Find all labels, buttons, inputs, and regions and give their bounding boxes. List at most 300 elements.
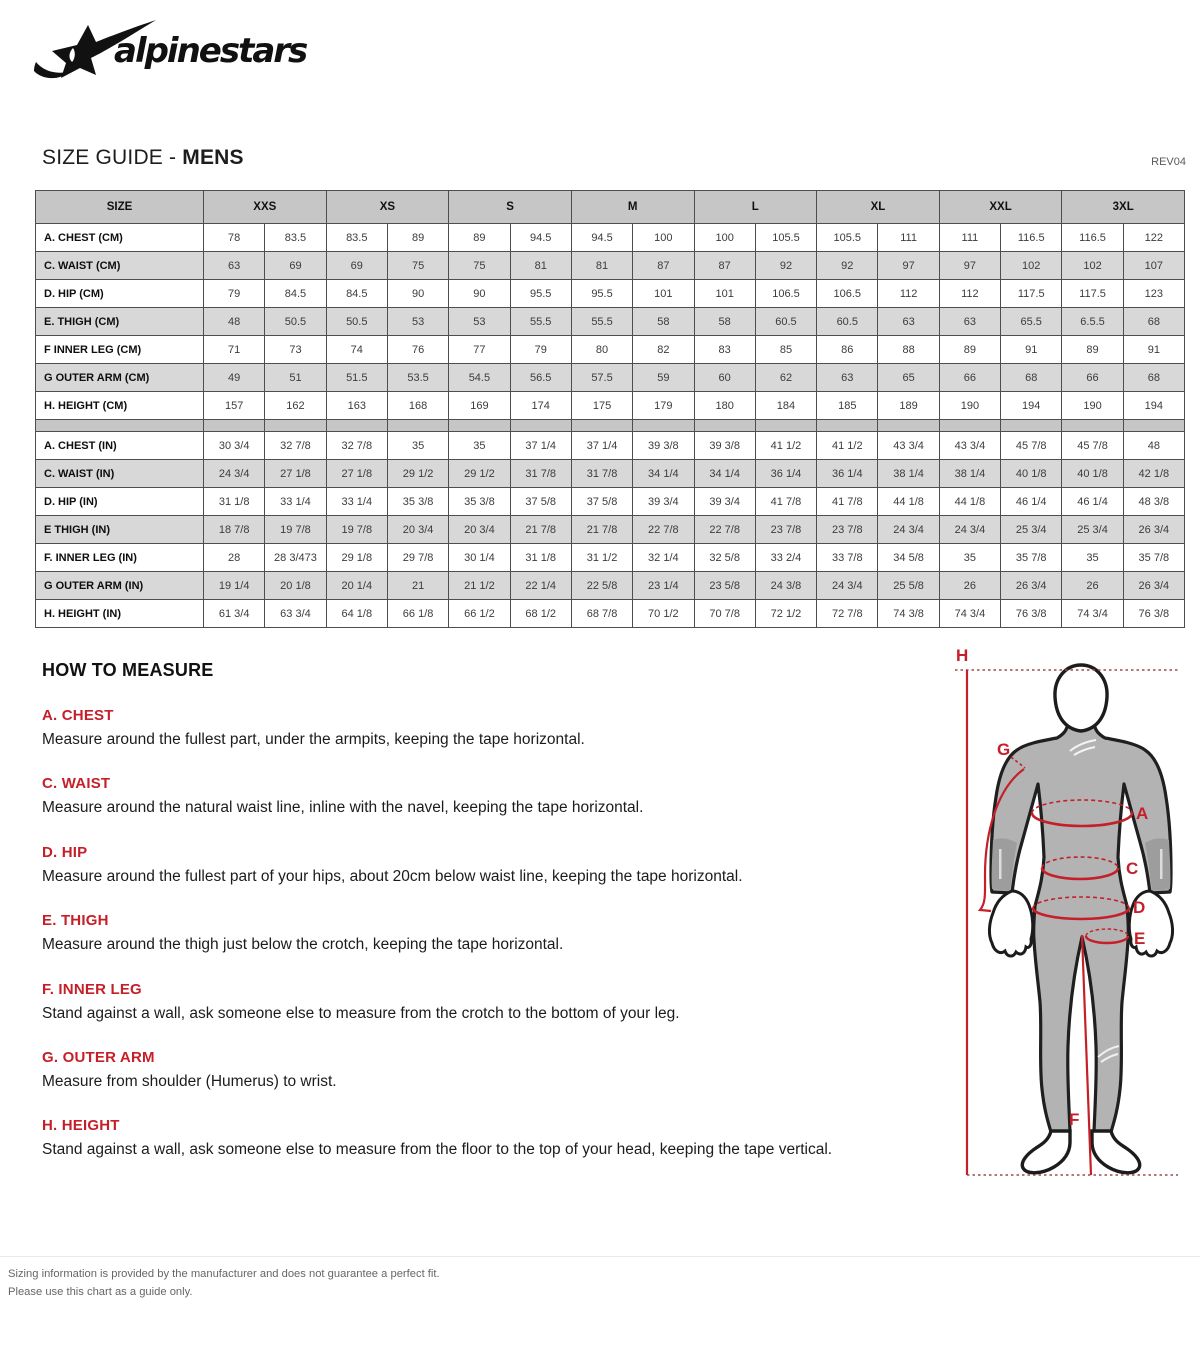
measure-item-heading: G. OUTER ARM — [42, 1048, 155, 1066]
forearm-logo-mark-left — [999, 849, 1002, 879]
size-value-cell: 58 — [633, 308, 694, 336]
table-row — [36, 336, 1185, 364]
how-to-measure-section — [42, 660, 922, 1160]
row-label: F INNER LEG (CM) — [36, 336, 204, 364]
size-value-cell: 48 — [204, 308, 265, 336]
measure-item-heading: E. THIGH — [42, 912, 109, 930]
size-value-cell: 18 7/8 — [204, 516, 265, 544]
size-value-cell: 194 — [1123, 392, 1184, 420]
size-value-cell: 75 — [387, 252, 448, 280]
size-value-cell: 49 — [204, 364, 265, 392]
size-value-cell: 31 1/8 — [510, 544, 571, 572]
size-value-cell: 20 3/4 — [387, 516, 448, 544]
size-value-cell: 106.5 — [755, 280, 816, 308]
size-value-cell: 21 7/8 — [571, 516, 632, 544]
size-value-cell: 29 1/2 — [449, 460, 510, 488]
row-label: H. HEIGHT (CM) — [36, 392, 204, 420]
size-value-cell: 21 — [387, 572, 448, 600]
size-value-cell: 194 — [1001, 392, 1062, 420]
size-value-cell: 34 1/4 — [694, 460, 755, 488]
size-value-cell: 95.5 — [571, 280, 632, 308]
size-value-cell: 95.5 — [510, 280, 571, 308]
size-value-cell: 63 — [878, 308, 939, 336]
size-value-cell: 74 3/4 — [939, 600, 1000, 628]
size-value-cell: 22 7/8 — [633, 516, 694, 544]
size-value-cell: 163 — [326, 392, 387, 420]
measure-item — [42, 844, 922, 886]
size-value-cell: 169 — [449, 392, 510, 420]
table-row — [36, 308, 1185, 336]
page-title-gender: MENS — [182, 146, 244, 169]
row-label: A. CHEST (IN) — [36, 432, 204, 460]
size-value-cell: 184 — [755, 392, 816, 420]
size-value-cell: 39 3/4 — [633, 488, 694, 516]
size-value-cell: 35 — [1062, 544, 1123, 572]
size-value-cell: 19 7/8 — [326, 516, 387, 544]
size-value-cell: 30 1/4 — [449, 544, 510, 572]
table-row — [36, 252, 1185, 280]
size-value-cell: 175 — [571, 392, 632, 420]
size-value-cell: 60.5 — [817, 308, 878, 336]
size-value-cell: 84.5 — [265, 280, 326, 308]
size-value-cell: 23 7/8 — [755, 516, 816, 544]
size-value-cell: 34 1/4 — [633, 460, 694, 488]
size-value-cell: 26 — [1062, 572, 1123, 600]
measure-item-text: Measure around the thigh just below the crotch, keeping the tape horizontal. — [42, 936, 564, 954]
size-value-cell: 69 — [326, 252, 387, 280]
size-value-cell: 82 — [633, 336, 694, 364]
size-column-header: 3XL — [1062, 191, 1185, 224]
size-value-cell: 92 — [817, 252, 878, 280]
size-value-cell: 33 2/4 — [755, 544, 816, 572]
size-value-cell: 65 — [878, 364, 939, 392]
size-value-cell: 60.5 — [755, 308, 816, 336]
size-value-cell: 89 — [939, 336, 1000, 364]
row-label: D. HIP (IN) — [36, 488, 204, 516]
size-value-cell: 35 7/8 — [1123, 544, 1184, 572]
figure-label-outer-arm: G — [997, 740, 1011, 759]
measure-item-text: Stand against a wall, ask someone else to measure from the crotch to the bottom of your leg. — [42, 1004, 680, 1022]
size-value-cell: 89 — [449, 224, 510, 252]
footer-divider — [0, 1256, 1200, 1257]
size-value-cell: 25 3/4 — [1001, 516, 1062, 544]
size-value-cell: 90 — [449, 280, 510, 308]
measure-item — [42, 1049, 922, 1091]
size-value-cell: 63 3/4 — [265, 600, 326, 628]
forearm-logo-mark-right — [1160, 849, 1163, 879]
size-value-cell: 27 1/8 — [265, 460, 326, 488]
size-value-cell: 58 — [694, 308, 755, 336]
measure-item — [42, 1117, 922, 1159]
size-value-cell: 35 3/8 — [449, 488, 510, 516]
row-label: H. HEIGHT (IN) — [36, 600, 204, 628]
size-value-cell: 76 3/8 — [1123, 600, 1184, 628]
page-title-prefix: SIZE GUIDE - — [42, 146, 183, 169]
size-value-cell: 97 — [878, 252, 939, 280]
figure-label-hip: D — [1133, 898, 1146, 917]
size-column-header: L — [694, 191, 817, 224]
size-value-cell: 73 — [265, 336, 326, 364]
size-value-cell: 60 — [694, 364, 755, 392]
size-value-cell: 50.5 — [265, 308, 326, 336]
size-value-cell: 39 3/8 — [694, 432, 755, 460]
figure-label-height: H — [956, 646, 969, 665]
figure-label-chest: A — [1136, 804, 1149, 823]
size-value-cell: 91 — [1123, 336, 1184, 364]
how-to-measure-title: HOW TO MEASURE — [42, 660, 214, 680]
size-value-cell: 21 7/8 — [510, 516, 571, 544]
size-value-cell: 44 1/8 — [878, 488, 939, 516]
size-column-header: XS — [326, 191, 449, 224]
size-value-cell: 35 7/8 — [1001, 544, 1062, 572]
size-value-cell: 97 — [939, 252, 1000, 280]
size-value-cell: 33 1/4 — [326, 488, 387, 516]
row-label: D. HIP (CM) — [36, 280, 204, 308]
footer-disclaimer — [8, 1266, 440, 1302]
foot-right — [1092, 1131, 1140, 1173]
size-value-cell: 40 1/8 — [1062, 460, 1123, 488]
size-value-cell: 31 1/8 — [204, 488, 265, 516]
measure-item-text: Measure around the fullest part of your hips, about 20cm below waist line, keeping the tape horizontal. — [42, 867, 743, 885]
size-value-cell: 76 — [387, 336, 448, 364]
size-value-cell: 56.5 — [510, 364, 571, 392]
size-value-cell: 72 1/2 — [755, 600, 816, 628]
size-value-cell: 94.5 — [510, 224, 571, 252]
size-value-cell: 190 — [1062, 392, 1123, 420]
table-row — [36, 600, 1185, 628]
measure-item — [42, 707, 922, 749]
size-value-cell: 100 — [633, 224, 694, 252]
size-value-cell: 29 7/8 — [387, 544, 448, 572]
size-value-cell: 70 1/2 — [633, 600, 694, 628]
size-value-cell: 83 — [694, 336, 755, 364]
size-value-cell: 112 — [939, 280, 1000, 308]
size-value-cell: 57.5 — [571, 364, 632, 392]
size-value-cell: 66 — [939, 364, 1000, 392]
size-value-cell: 53 — [387, 308, 448, 336]
size-value-cell: 32 7/8 — [265, 432, 326, 460]
size-value-cell: 84.5 — [326, 280, 387, 308]
size-value-cell: 112 — [878, 280, 939, 308]
size-value-cell: 54.5 — [449, 364, 510, 392]
size-value-cell: 41 7/8 — [755, 488, 816, 516]
size-value-cell: 22 1/4 — [510, 572, 571, 600]
size-value-cell: 85 — [755, 336, 816, 364]
size-value-cell: 71 — [204, 336, 265, 364]
size-value-cell: 45 7/8 — [1001, 432, 1062, 460]
size-value-cell: 39 3/8 — [633, 432, 694, 460]
size-value-cell: 55.5 — [571, 308, 632, 336]
table-row — [36, 516, 1185, 544]
size-value-cell: 24 3/8 — [755, 572, 816, 600]
size-value-cell: 66 1/2 — [449, 600, 510, 628]
size-value-cell: 35 — [387, 432, 448, 460]
size-value-cell: 32 7/8 — [326, 432, 387, 460]
row-label: A. CHEST (CM) — [36, 224, 204, 252]
size-value-cell: 29 1/2 — [387, 460, 448, 488]
size-value-cell: 107 — [1123, 252, 1184, 280]
size-value-cell: 46 1/4 — [1001, 488, 1062, 516]
size-value-cell: 105.5 — [755, 224, 816, 252]
size-value-cell: 43 3/4 — [878, 432, 939, 460]
size-value-cell: 88 — [878, 336, 939, 364]
size-value-cell: 33 1/4 — [265, 488, 326, 516]
size-value-cell: 6.5.5 — [1062, 308, 1123, 336]
figure-label-waist: C — [1126, 859, 1139, 878]
size-value-cell: 76 3/8 — [1001, 600, 1062, 628]
footer-line-2: Please use this chart as a guide only. — [8, 1285, 193, 1298]
size-value-cell: 63 — [817, 364, 878, 392]
size-value-cell: 50.5 — [326, 308, 387, 336]
size-value-cell: 64 1/8 — [326, 600, 387, 628]
measurement-figure — [930, 645, 1200, 1205]
size-value-cell: 123 — [1123, 280, 1184, 308]
size-value-cell: 35 — [449, 432, 510, 460]
size-value-cell: 68 — [1001, 364, 1062, 392]
size-value-cell: 68 — [1123, 364, 1184, 392]
row-label: G OUTER ARM (CM) — [36, 364, 204, 392]
size-value-cell: 68 — [1123, 308, 1184, 336]
head — [1055, 665, 1107, 731]
size-value-cell: 62 — [755, 364, 816, 392]
size-value-cell: 29 1/8 — [326, 544, 387, 572]
size-value-cell: 185 — [817, 392, 878, 420]
size-value-cell: 79 — [510, 336, 571, 364]
size-value-cell: 122 — [1123, 224, 1184, 252]
size-value-cell: 105.5 — [817, 224, 878, 252]
size-value-cell: 83.5 — [326, 224, 387, 252]
title-row — [42, 146, 1186, 170]
size-value-cell: 87 — [694, 252, 755, 280]
size-value-cell: 24 3/4 — [204, 460, 265, 488]
foot-left — [1022, 1131, 1070, 1173]
alpinestars-logo — [28, 10, 348, 88]
size-value-cell: 28 3/473 — [265, 544, 326, 572]
size-value-cell: 61 3/4 — [204, 600, 265, 628]
size-value-cell: 46 1/4 — [1062, 488, 1123, 516]
size-table — [35, 190, 1185, 628]
size-value-cell: 24 3/4 — [817, 572, 878, 600]
size-value-cell: 19 1/4 — [204, 572, 265, 600]
size-value-cell: 23 7/8 — [817, 516, 878, 544]
size-value-cell: 72 7/8 — [817, 600, 878, 628]
size-value-cell: 102 — [1062, 252, 1123, 280]
size-value-cell: 38 1/4 — [939, 460, 1000, 488]
size-value-cell: 24 3/4 — [878, 516, 939, 544]
row-label: E THIGH (IN) — [36, 516, 204, 544]
size-value-cell: 26 3/4 — [1001, 572, 1062, 600]
size-value-cell: 38 1/4 — [878, 460, 939, 488]
size-value-cell: 36 1/4 — [755, 460, 816, 488]
size-value-cell: 69 — [265, 252, 326, 280]
size-value-cell: 63 — [939, 308, 1000, 336]
size-value-cell: 89 — [1062, 336, 1123, 364]
measure-item-text: Measure around the fullest part, under the armpits, keeping the tape horizontal. — [42, 731, 585, 748]
size-value-cell: 23 1/4 — [633, 572, 694, 600]
size-value-cell: 74 — [326, 336, 387, 364]
section-spacer-row — [36, 420, 1185, 432]
measure-item — [42, 981, 922, 1023]
size-value-cell: 86 — [817, 336, 878, 364]
size-value-cell: 20 1/4 — [326, 572, 387, 600]
size-value-cell: 81 — [510, 252, 571, 280]
size-value-cell: 101 — [633, 280, 694, 308]
size-value-cell: 116.5 — [1001, 224, 1062, 252]
size-value-cell: 31 1/2 — [571, 544, 632, 572]
size-value-cell: 162 — [265, 392, 326, 420]
row-label: C. WAIST (IN) — [36, 460, 204, 488]
size-value-cell: 66 1/8 — [387, 600, 448, 628]
size-value-cell: 74 3/8 — [878, 600, 939, 628]
size-header-cell: SIZE — [36, 191, 204, 224]
table-row — [36, 460, 1185, 488]
size-value-cell: 28 — [204, 544, 265, 572]
size-value-cell: 190 — [939, 392, 1000, 420]
size-value-cell: 68 1/2 — [510, 600, 571, 628]
size-value-cell: 117.5 — [1062, 280, 1123, 308]
size-value-cell: 111 — [939, 224, 1000, 252]
measure-item-heading: D. HIP — [42, 843, 88, 861]
size-value-cell: 33 7/8 — [817, 544, 878, 572]
size-value-cell: 39 3/4 — [694, 488, 755, 516]
table-row — [36, 432, 1185, 460]
size-value-cell: 35 3/8 — [387, 488, 448, 516]
body-diagram — [930, 645, 1200, 1205]
size-value-cell: 79 — [204, 280, 265, 308]
size-column-header: XL — [817, 191, 940, 224]
size-value-cell: 55.5 — [510, 308, 571, 336]
row-label: F. INNER LEG (IN) — [36, 544, 204, 572]
size-value-cell: 87 — [633, 252, 694, 280]
size-value-cell: 66 — [1062, 364, 1123, 392]
size-value-cell: 20 3/4 — [449, 516, 510, 544]
table-row — [36, 364, 1185, 392]
size-value-cell: 41 7/8 — [817, 488, 878, 516]
measure-item-heading: A. CHEST — [42, 707, 114, 724]
size-value-cell: 21 1/2 — [449, 572, 510, 600]
size-value-cell: 91 — [1001, 336, 1062, 364]
size-value-cell: 22 7/8 — [694, 516, 755, 544]
size-value-cell: 41 1/2 — [817, 432, 878, 460]
measure-item — [42, 775, 922, 817]
row-label: E. THIGH (CM) — [36, 308, 204, 336]
measure-item-text: Measure around the natural waist line, inline with the navel, keeping the tape horizontal. — [42, 799, 644, 817]
size-value-cell: 106.5 — [817, 280, 878, 308]
size-value-cell: 48 3/8 — [1123, 488, 1184, 516]
size-value-cell: 102 — [1001, 252, 1062, 280]
size-value-cell: 42 1/8 — [1123, 460, 1184, 488]
size-value-cell: 37 1/4 — [510, 432, 571, 460]
size-value-cell: 70 7/8 — [694, 600, 755, 628]
size-value-cell: 36 1/4 — [817, 460, 878, 488]
page-title — [42, 146, 244, 170]
size-value-cell: 116.5 — [1062, 224, 1123, 252]
size-value-cell: 37 5/8 — [571, 488, 632, 516]
size-value-cell: 24 3/4 — [939, 516, 1000, 544]
size-value-cell: 78 — [204, 224, 265, 252]
size-value-cell: 32 5/8 — [694, 544, 755, 572]
how-to-measure-items — [42, 707, 922, 1160]
footer-line-1: Sizing information is provided by the manufacturer and does not guarantee a perfect fit. — [8, 1268, 440, 1280]
size-value-cell: 63 — [204, 252, 265, 280]
size-column-header: XXL — [939, 191, 1062, 224]
size-value-cell: 157 — [204, 392, 265, 420]
size-value-cell: 27 1/8 — [326, 460, 387, 488]
table-row — [36, 544, 1185, 572]
size-table-body — [36, 191, 1185, 628]
figure-label-inner-leg: F — [1069, 1110, 1080, 1129]
measure-item-text: Measure from shoulder (Humerus) to wrist. — [42, 1072, 337, 1090]
size-value-cell: 77 — [449, 336, 510, 364]
size-value-cell: 25 5/8 — [878, 572, 939, 600]
size-value-cell: 26 — [939, 572, 1000, 600]
size-value-cell: 81 — [571, 252, 632, 280]
size-value-cell: 40 1/8 — [1001, 460, 1062, 488]
size-value-cell: 32 1/4 — [633, 544, 694, 572]
row-label: C. WAIST (CM) — [36, 252, 204, 280]
size-value-cell: 90 — [387, 280, 448, 308]
size-value-cell: 37 5/8 — [510, 488, 571, 516]
size-value-cell: 30 3/4 — [204, 432, 265, 460]
table-row — [36, 488, 1185, 516]
size-value-cell: 26 3/4 — [1123, 572, 1184, 600]
size-value-cell: 117.5 — [1001, 280, 1062, 308]
revision-label: REV04 — [1151, 156, 1186, 168]
size-column-header: M — [571, 191, 694, 224]
size-value-cell: 51 — [265, 364, 326, 392]
measure-item-heading: F. INNER LEG — [42, 980, 142, 998]
size-value-cell: 89 — [387, 224, 448, 252]
size-value-cell: 65.5 — [1001, 308, 1062, 336]
size-value-cell: 101 — [694, 280, 755, 308]
size-value-cell: 68 7/8 — [571, 600, 632, 628]
measure-item-heading: C. WAIST — [42, 775, 111, 793]
size-column-header: S — [449, 191, 572, 224]
size-value-cell: 74 3/4 — [1062, 600, 1123, 628]
size-value-cell: 22 5/8 — [571, 572, 632, 600]
size-value-cell: 26 3/4 — [1123, 516, 1184, 544]
table-row — [36, 572, 1185, 600]
size-value-cell: 174 — [510, 392, 571, 420]
size-value-cell: 111 — [878, 224, 939, 252]
size-value-cell: 53.5 — [387, 364, 448, 392]
size-value-cell: 44 1/8 — [939, 488, 1000, 516]
size-value-cell: 168 — [387, 392, 448, 420]
measure-item-heading: H. HEIGHT — [42, 1117, 120, 1135]
size-value-cell: 45 7/8 — [1062, 432, 1123, 460]
size-value-cell: 48 — [1123, 432, 1184, 460]
measure-item — [42, 912, 922, 954]
measure-item-text: Stand against a wall, ask someone else to measure from the floor to the top of your head, keeping the tape vertical. — [42, 1141, 833, 1159]
row-label: G OUTER ARM (IN) — [36, 572, 204, 600]
size-value-cell: 51.5 — [326, 364, 387, 392]
size-value-cell: 43 3/4 — [939, 432, 1000, 460]
size-value-cell: 53 — [449, 308, 510, 336]
size-value-cell: 75 — [449, 252, 510, 280]
size-value-cell: 59 — [633, 364, 694, 392]
size-value-cell: 20 1/8 — [265, 572, 326, 600]
size-value-cell: 23 5/8 — [694, 572, 755, 600]
size-value-cell: 180 — [694, 392, 755, 420]
size-value-cell: 34 5/8 — [878, 544, 939, 572]
size-value-cell: 37 1/4 — [571, 432, 632, 460]
size-value-cell: 94.5 — [571, 224, 632, 252]
size-value-cell: 92 — [755, 252, 816, 280]
size-value-cell: 31 7/8 — [510, 460, 571, 488]
hand-left — [989, 891, 1032, 956]
size-value-cell: 35 — [939, 544, 1000, 572]
size-value-cell: 83.5 — [265, 224, 326, 252]
